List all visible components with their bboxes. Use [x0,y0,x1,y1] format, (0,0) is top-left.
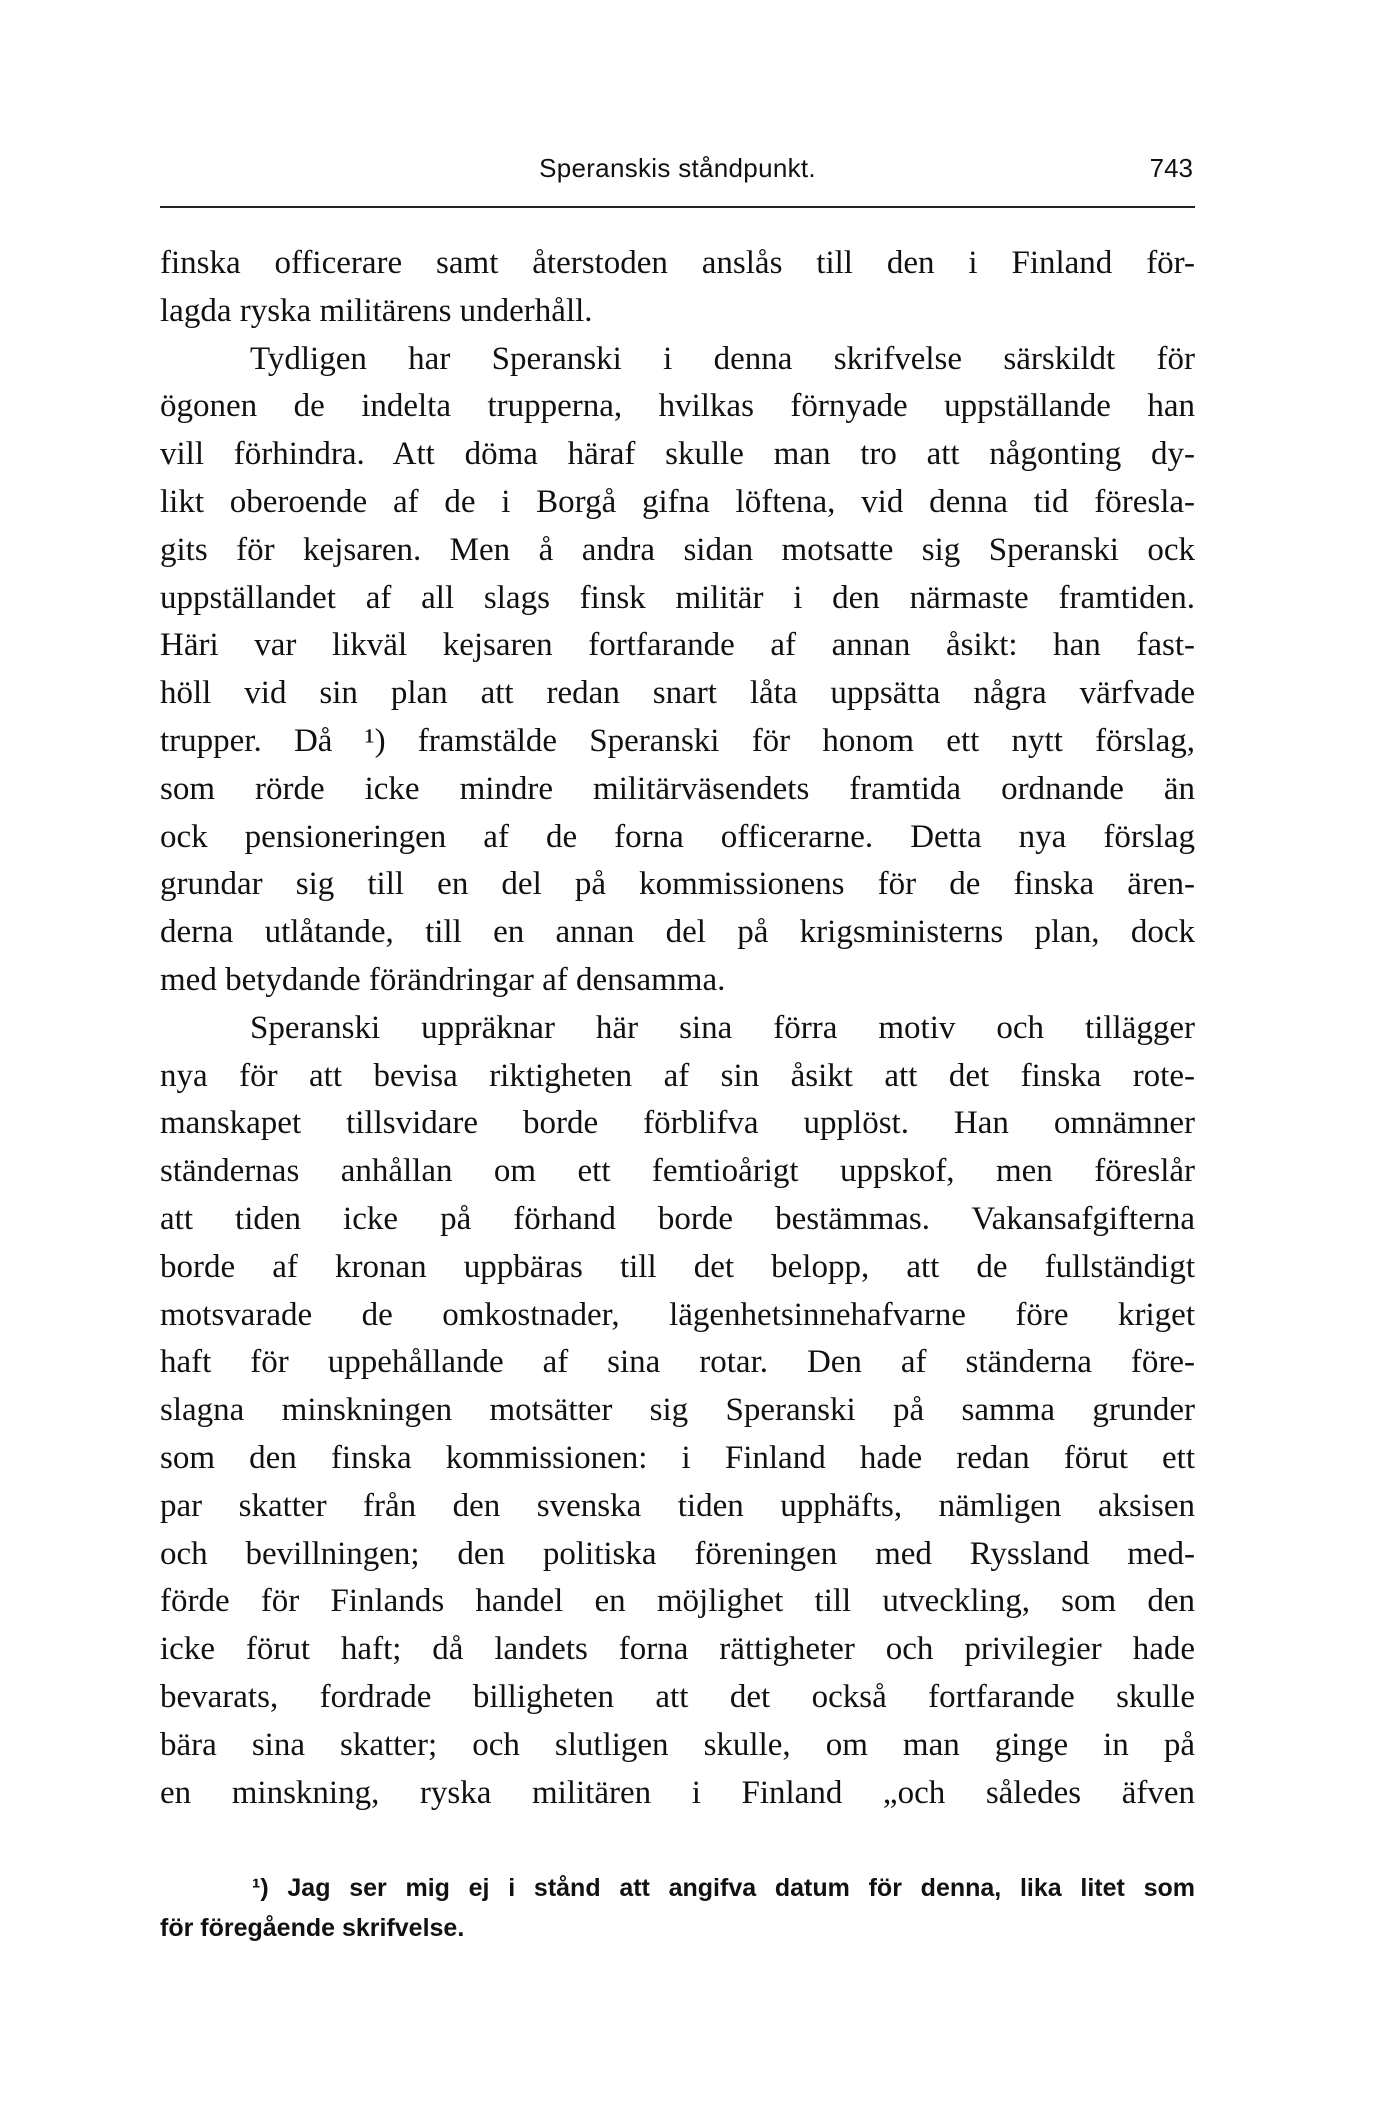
text-line: ständernas anhållan om ett femtioårigt uppskof, men föreslår [160,1153,1195,1190]
text-line: nya för att bevisa riktigheten af sin åsikt att det finska rote- [160,1057,1195,1094]
text-line: uppställandet af all slags finsk militär i den närmaste framtiden. [160,579,1195,616]
page-number: 743 [1149,153,1193,183]
text-line: förde för Finlands handel en möjlighet till utveckling, som den [160,1583,1195,1620]
text-line: lagda ryska militärens underhåll. [160,292,593,329]
footnote-line: för föregående skrifvelse. [160,1914,465,1942]
text-line: slagna minskningen motsätter sig Speranski på samma grunder [160,1392,1195,1429]
text-line: likt oberoende af de i Borgå gifna löftena, vid denna tid föresla- [160,483,1195,520]
text-line: motsvarade de omkostnader, lägenhetsinnehafvarne före kriget [160,1296,1195,1333]
text-line: finska officerare samt återstoden anslås till den i Finland för- [160,245,1195,281]
header-rule [160,206,1195,208]
text-line: ock pensioneringen af de forna officerarne. Detta nya förslag [160,818,1195,855]
text-line: haft för uppehållande af sina rotar. Den af ständerna före- [160,1344,1195,1381]
text-line: manskapet tillsvidare borde förblifva upplöst. Han omnämner [160,1105,1195,1142]
text-line: och bevillningen; den politiska föreningen med Ryssland med- [160,1535,1195,1572]
text-line: bevarats, fordrade billigheten att det också fortfarande skulle [160,1678,1195,1715]
text-line: en minskning, ryska militären i Finland „och således äfven [160,1774,1195,1811]
footnote-line: ¹) Jag ser mig ej i stånd att angifva datum för denna, lika litet som [252,1874,1195,1902]
text-line: icke förut haft; då landets forna rättigheter och privilegier hade [160,1631,1195,1668]
text-line: som rörde icke mindre militärväsendets framtida ordnande än [160,770,1195,807]
footnotes [160,1868,1195,1948]
text-line: ögonen de indelta trupperna, hvilkas förnyade uppställande han [160,388,1195,425]
body-text [160,240,1195,1817]
text-line: derna utlåtande, till en annan del på krigsministerns plan, dock [160,914,1195,951]
text-line: grundar sig till en del på kommissionens för de finska ären- [160,866,1195,903]
text-line: med betydande förändringar af densamma. [160,961,726,998]
text-line: Speranski uppräknar här sina förra motiv och tillägger [250,1009,1195,1046]
text-line: vill förhindra. Att döma häraf skulle man tro att någonting dy- [160,436,1195,473]
running-title: Speranskis ståndpunkt. [539,153,816,183]
text-line: Häri var likväl kejsaren fortfarande af annan åsikt: han fast- [160,627,1195,664]
text-line: höll vid sin plan att redan snart låta uppsätta några värfvade [160,675,1195,712]
text-line: som den finska kommissionen: i Finland hade redan förut ett [160,1439,1195,1476]
text-line: gits för kejsaren. Men å andra sidan motsatte sig Speranski ock [160,531,1195,568]
text-line: par skatter från den svenska tiden upphäfts, nämligen aksisen [160,1487,1195,1524]
running-head [160,152,1195,192]
text-line: trupper. Då ¹) framstälde Speranski för honom ett nytt förslag, [160,722,1195,759]
text-line: borde af kronan uppbäras till det belopp, att de fullständigt [160,1248,1195,1285]
text-line: Tydligen har Speranski i denna skrifvelse särskildt för [250,340,1195,377]
text-line: bära sina skatter; och slutligen skulle, om man ginge in på [160,1726,1195,1763]
text-line: att tiden icke på förhand borde bestämmas. Vakansafgifterna [160,1200,1195,1237]
